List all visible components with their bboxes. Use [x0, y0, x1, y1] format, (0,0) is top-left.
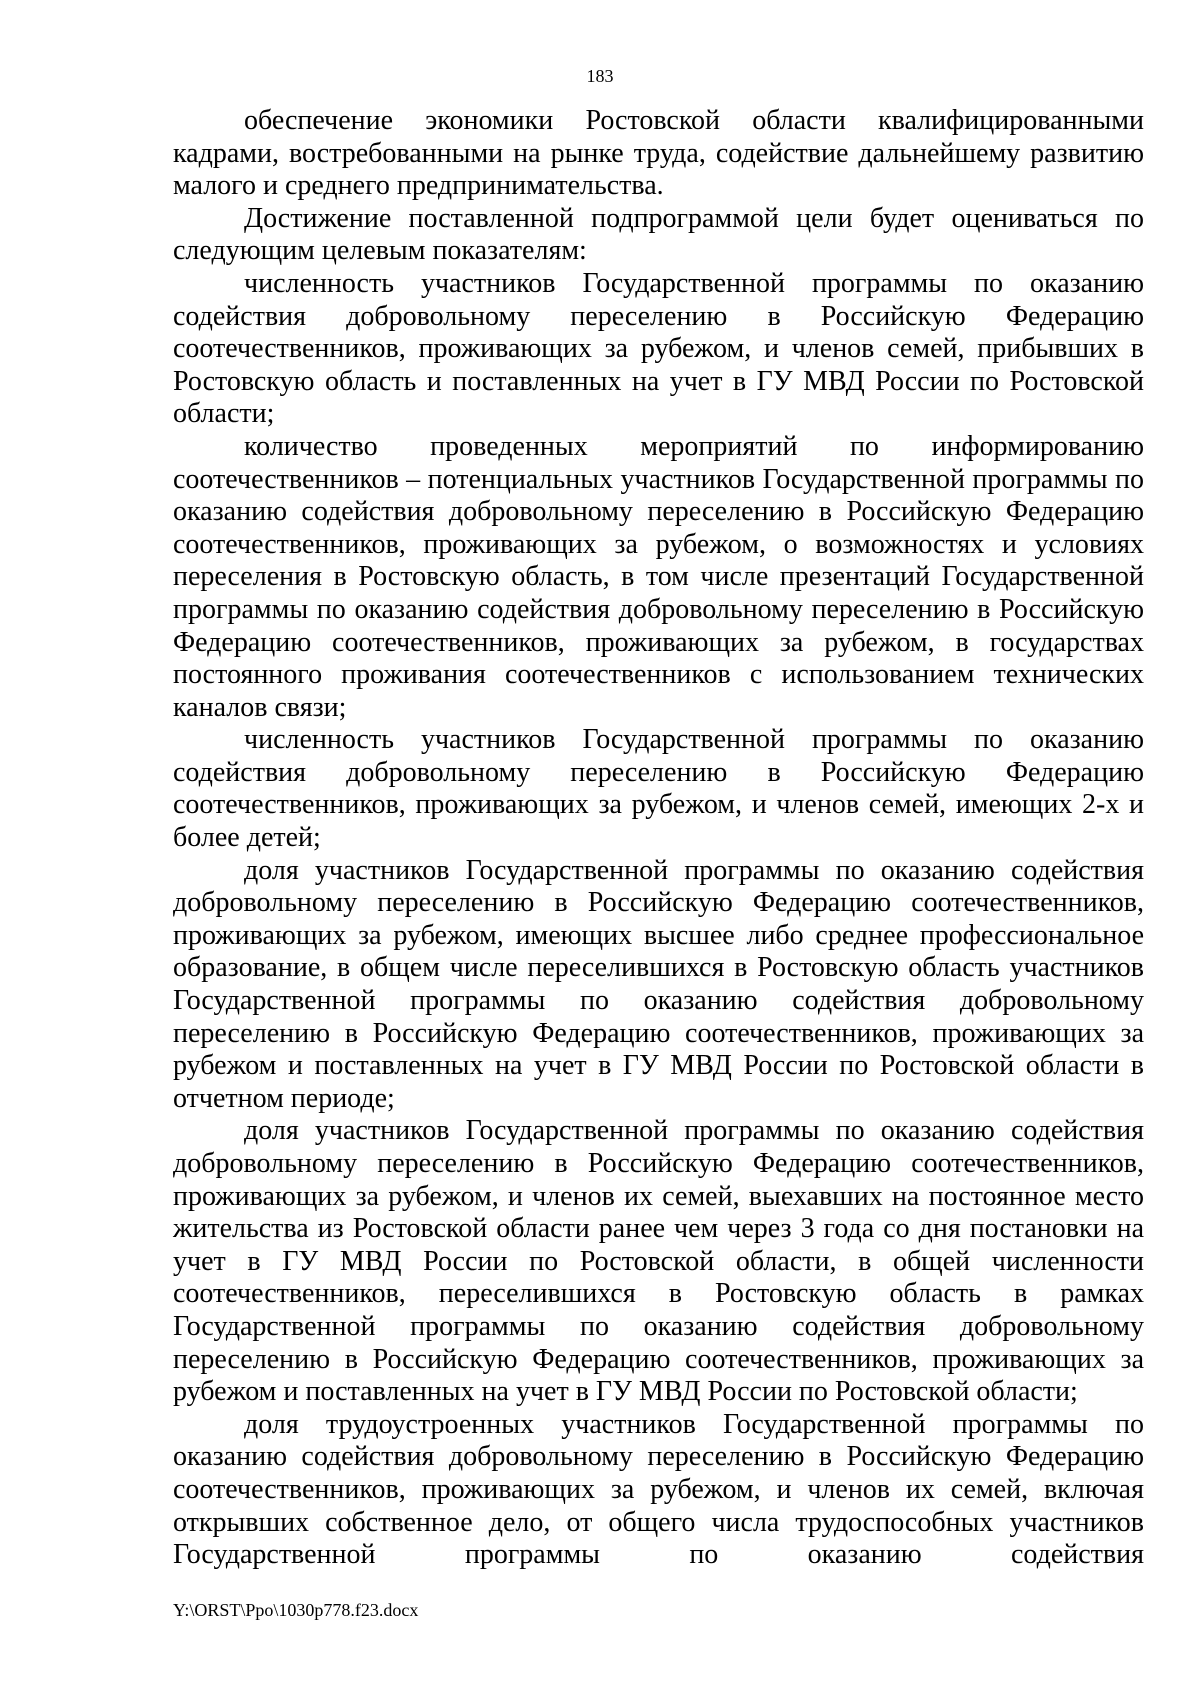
paragraph-indicator-large-families: численность участников Государственной программы по оказанию содействия добровольному переселению в Российскую Федерацию соотечественников, проживающих за рубежом, и членов семей, имеющих 2-х и более детей;: [173, 724, 1144, 854]
paragraph-indicator-info-events: количество проведенных мероприятий по информированию соотечественников – потенциальных участников Государственной программы по оказанию содействия добровольному переселению в Российскую Федерацию соотечественников, проживающих за рубежом, о возможностях и условиях переселения в Ростовскую область, в том числе презентаций Государственной программы по оказанию содействия добровольному переселению в Российскую Федерацию соотечественников, проживающих за рубежом, в государствах постоянного проживания соотечественников с использованием технических каналов связи;: [173, 430, 1144, 723]
paragraph-indicator-departed-share: доля участников Государственной программы по оказанию содействия добровольному переселению в Российскую Федерацию соотечественников, проживающих за рубежом, и членов их семей, выехавших на постоянное место жительства из Ростовской области ранее чем через 3 года со дня постановки на учет в ГУ МВД России по Ростовской области, в общей численности соотечественников, переселившихся в Ростовскую область в рамках Государственной программы по оказанию содействия добровольному переселению в Российскую Федерацию соотечественников, проживающих за рубежом и поставленных на учет в ГУ МВД России по Ростовской области;: [173, 1115, 1144, 1408]
paragraph-indicator-employed-share: доля трудоустроенных участников Государственной программы по оказанию содействия добровольному переселению в Российскую Федерацию соотечественников, проживающих за рубежом, и членов их семей, включая открывших собственное дело, от общего числа трудоспособных участников Государственной программы по оказанию содействия: [173, 1408, 1144, 1571]
footer-file-path: Y:\ORST\Ppo\1030p778.f23.docx: [173, 1600, 419, 1620]
document-body: [173, 105, 1144, 1572]
page-number: 183: [586, 66, 614, 86]
paragraph-indicator-education-share: доля участников Государственной программы по оказанию содействия добровольному переселению в Российскую Федерацию соотечественников, проживающих за рубежом, имеющих высшее либо среднее профессиональное образование, в общем числе переселившихся в Ростовскую область участников Государственной программы по оказанию содействия добровольному переселению в Российскую Федерацию соотечественников, проживающих за рубежом и поставленных на учет в ГУ МВД России по Ростовской области в отчетном периоде;: [173, 854, 1144, 1114]
paragraph-goal-continuation: обеспечение экономики Ростовской области квалифицированными кадрами, востребованными на рынке труда, содействие дальнейшему развитию малого и среднего предпринимательства.: [173, 105, 1144, 202]
paragraph-indicator-participants-count: численность участников Государственной программы по оказанию содействия добровольному переселению в Российскую Федерацию соотечественников, проживающих за рубежом, и членов семей, прибывших в Ростовскую область и поставленных на учет в ГУ МВД России по Ростовской области;: [173, 267, 1144, 430]
paragraph-indicators-intro: Достижение поставленной подпрограммой цели будет оцениваться по следующим целевым показателям:: [173, 202, 1144, 267]
